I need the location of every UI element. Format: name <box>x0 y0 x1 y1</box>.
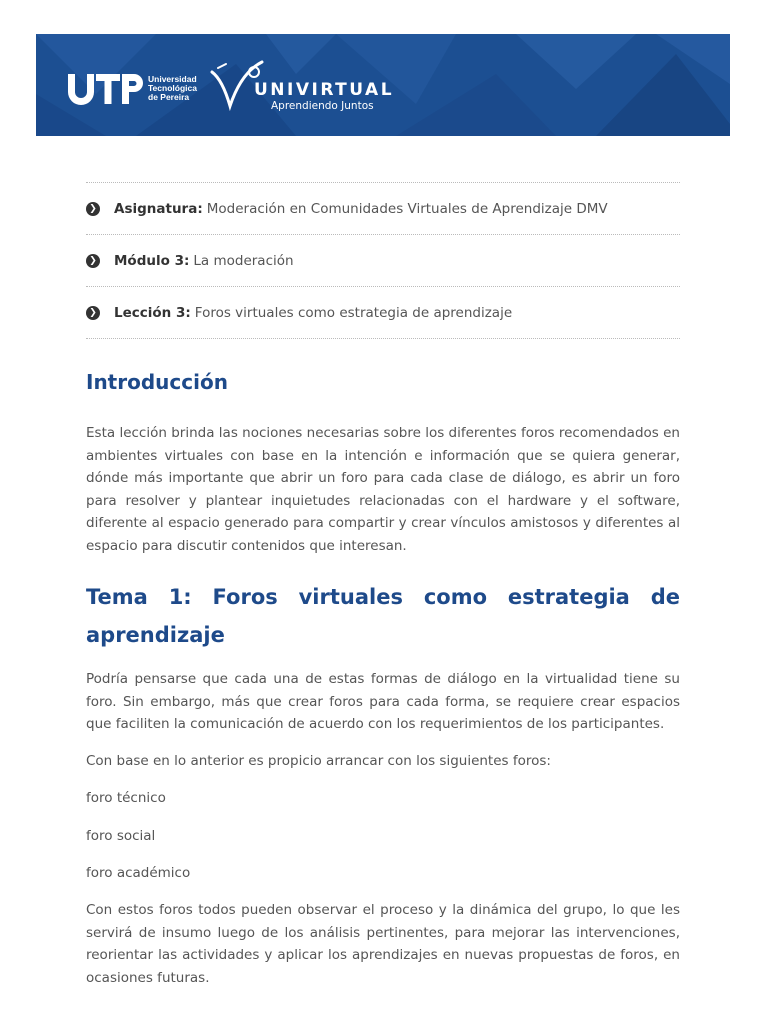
tema-paragraph-2: Con base en lo anterior es propicio arrancar con los siguientes foros: <box>86 753 551 769</box>
tema-heading: Tema 1: Foros virtuales como estrategia de aprendizaje <box>86 585 680 647</box>
intro-heading: Introducción <box>86 370 228 394</box>
intro-paragraph: Esta lección brinda las nociones necesarias sobre los diferentes foros recomendados en ambientes virtuales con base en la intención e información que se quiera generar, dónde más importante que abrir un foro para cada clase de diálogo, es abrir un foro para resolver y plantear inquietudes relacionadas con el hardware y el software, diferente al espacio generado para compartir y crear vínculos amistosos y diferentes al espacio para discutir contenidos que interesan. <box>86 425 680 554</box>
meta-row-modulo <box>86 234 680 286</box>
meta-label: Lección 3: <box>114 304 191 321</box>
utp-name-line-1: Universidad <box>148 74 197 84</box>
header-banner <box>36 34 730 136</box>
meta-value: Moderación en Comunidades Virtuales de Aprendizaje DMV <box>206 200 608 217</box>
univirtual-tagline: Aprendiendo Juntos <box>271 100 374 112</box>
utp-name-line-2: Tecnológica <box>148 83 197 93</box>
utp-logo-icon <box>66 72 146 106</box>
meta-row-leccion <box>86 286 680 339</box>
utp-name-line-3: de Pereira <box>148 92 190 102</box>
meta-label: Módulo 3: <box>114 252 190 269</box>
course-meta-list <box>86 182 680 339</box>
chevron-circle-right-icon: ❯ <box>86 202 100 216</box>
foro-item-academico: foro académico <box>86 865 191 881</box>
tema-paragraph-3: Con estos foros todos pueden observar el proceso y la dinámica del grupo, lo que les servirá de insumo luego de los análisis pertinentes, para mejorar las intervenciones, reorientar las actividades y aplicar los aprendizajes en nuevas propuestas de foros, en ocasiones futuras. <box>86 902 680 986</box>
meta-label: Asignatura: <box>114 200 203 217</box>
chevron-circle-right-icon: ❯ <box>86 254 100 268</box>
foro-item-social: foro social <box>86 828 156 844</box>
foro-item-tecnico: foro técnico <box>86 790 166 806</box>
univirtual-wordmark: UNIVIRTUAL <box>254 80 395 100</box>
meta-value: La moderación <box>193 252 294 269</box>
tema-paragraph-1: Podría pensarse que cada una de estas formas de diálogo en la virtualidad tiene su foro. Sin embargo, más que crear foros para cada forma, se requiere crear espacios que faciliten la comunicación de acuerdo con los requerimientos de los participantes. <box>86 671 680 732</box>
chevron-circle-right-icon: ❯ <box>86 306 100 320</box>
meta-row-asignatura <box>86 182 680 234</box>
meta-value: Foros virtuales como estrategia de aprendizaje <box>194 304 513 321</box>
utp-name <box>148 75 197 102</box>
